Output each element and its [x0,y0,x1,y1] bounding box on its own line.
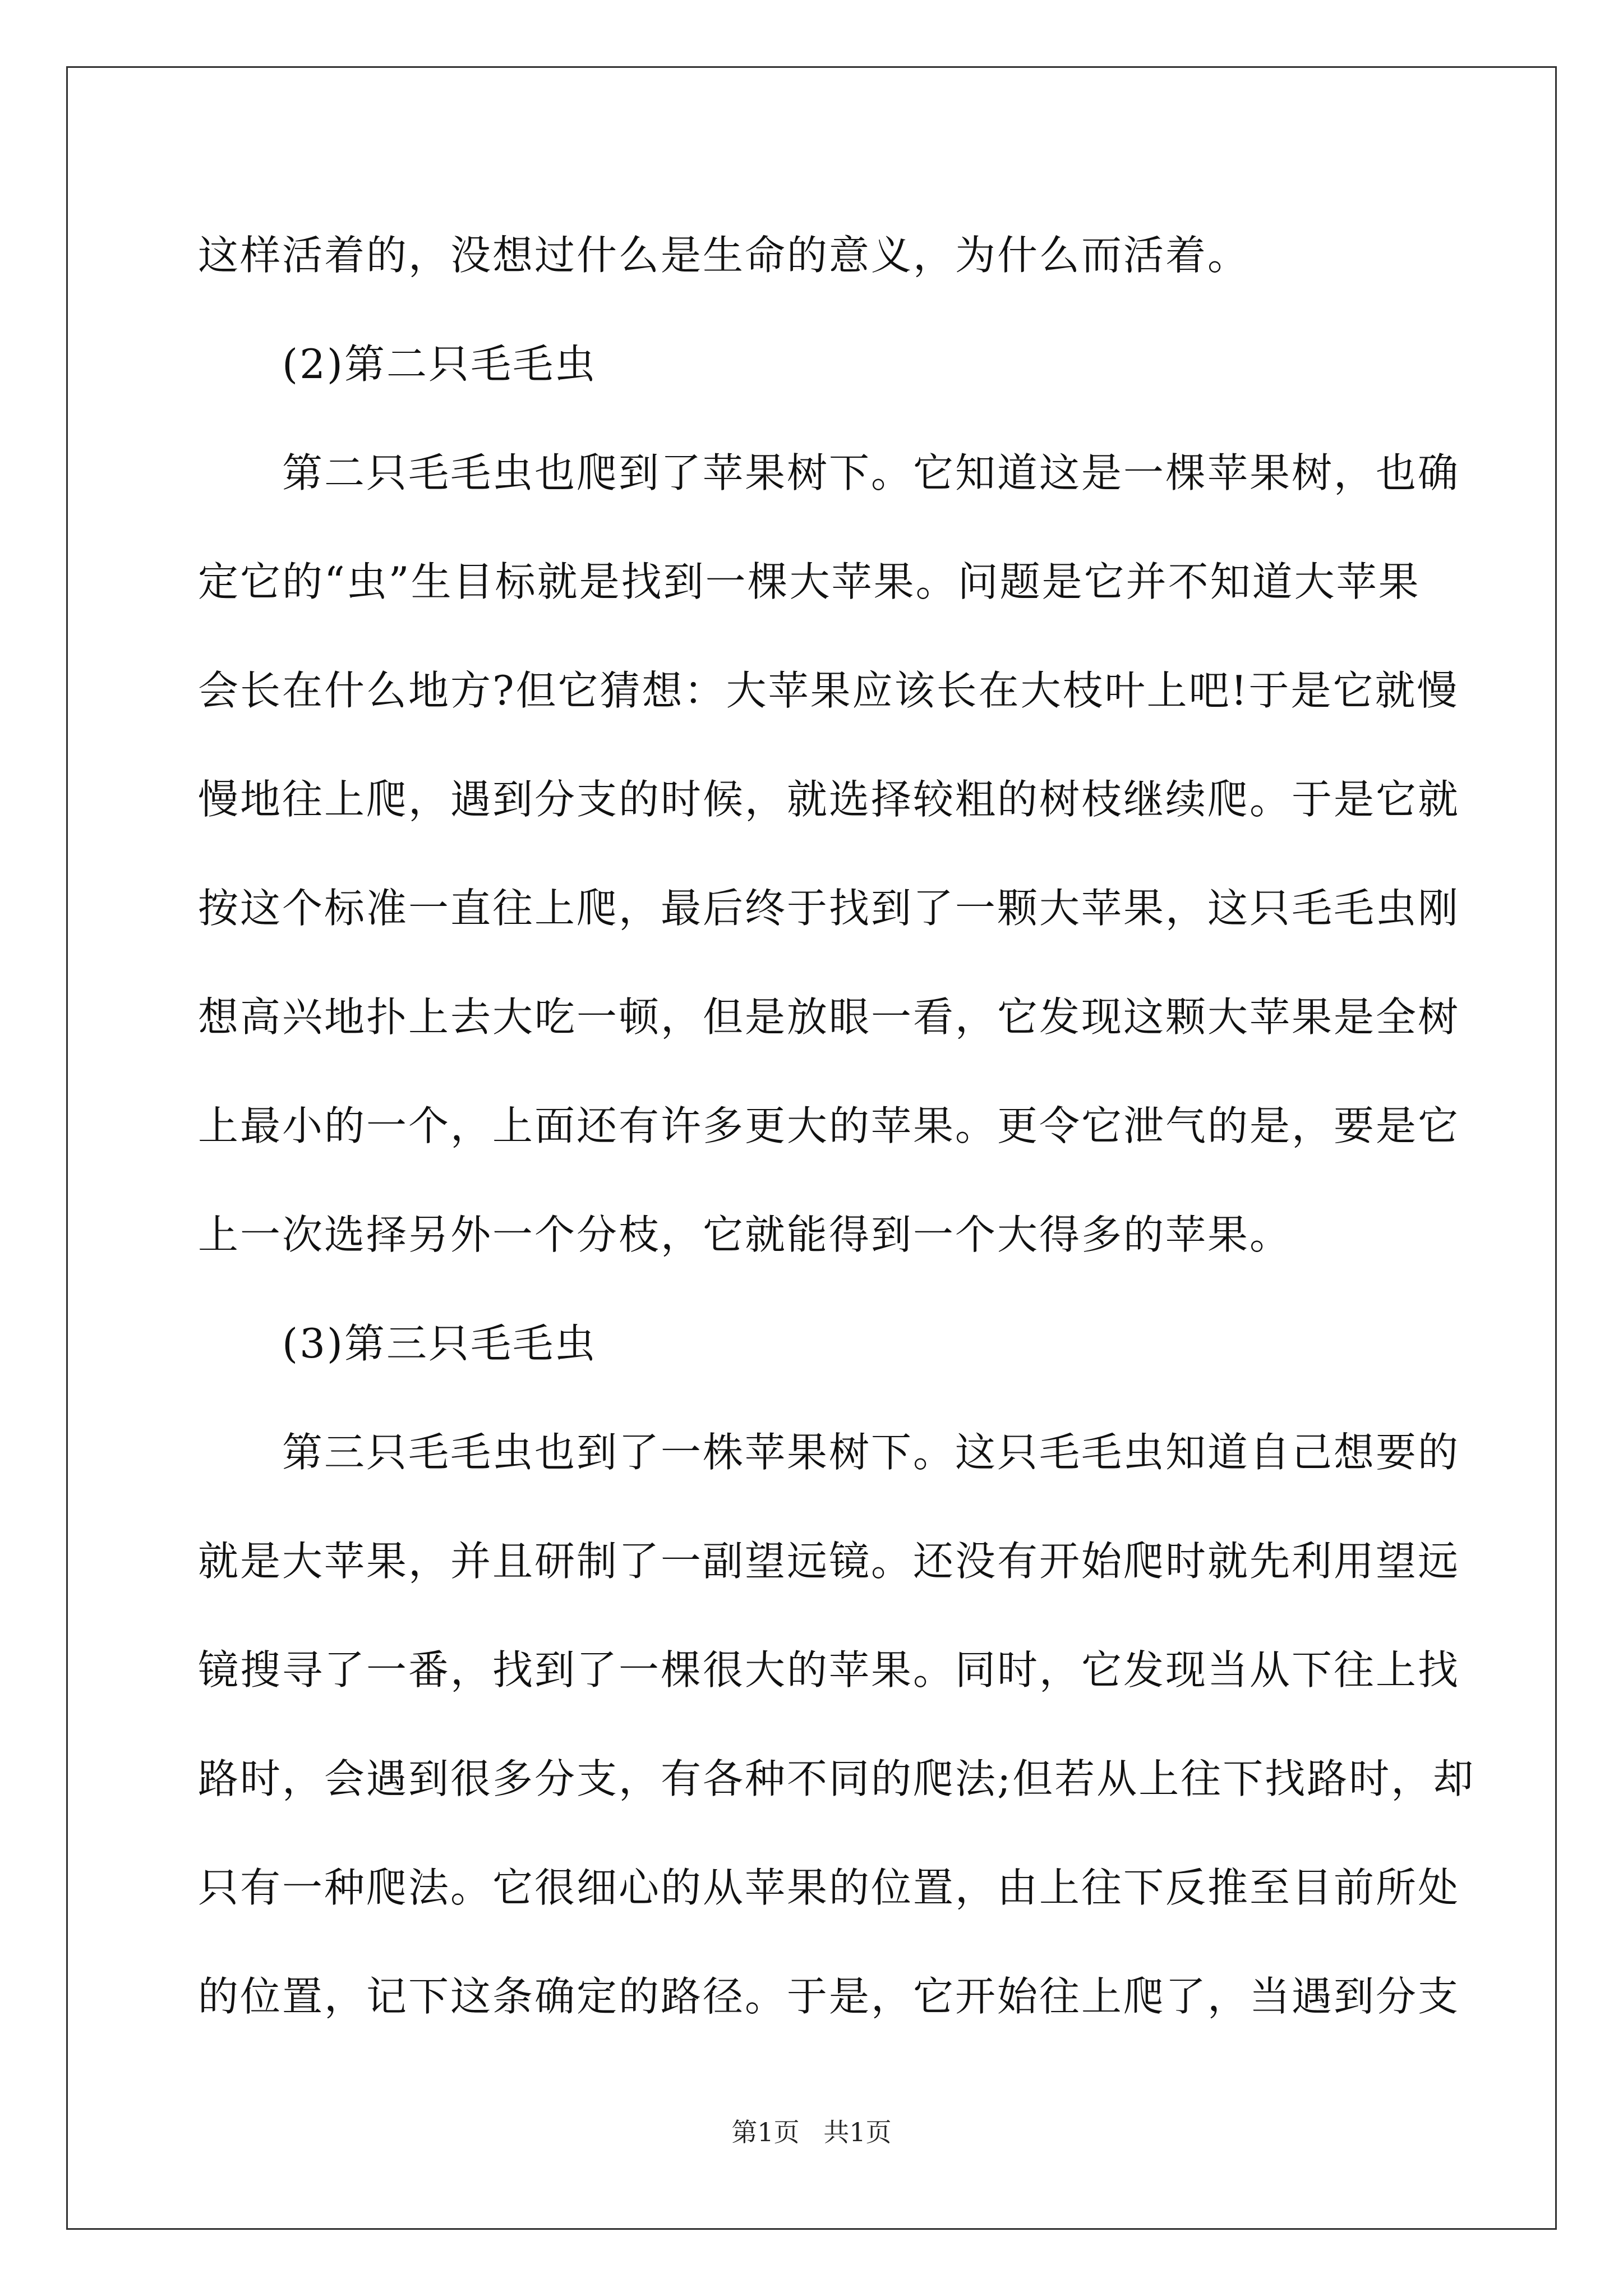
text-line: 慢地往上爬，遇到分支的时候，就选择较粗的树枝继续爬。于是它就 [198,776,1460,823]
text-line: 这样活着的，没想过什么是生命的意义，为什么而活着。 [198,232,1250,279]
text-line: 第三只毛毛虫也到了一株苹果树下。这只毛毛虫知道自己想要的 [282,1429,1460,1476]
text-line: 想高兴地扑上去大吃一顿，但是放眼一看，它发现这颗大苹果是全树 [198,993,1460,1041]
text-line: 只有一种爬法。它很细心的从苹果的位置，由上往下反推至目前所处 [198,1864,1460,1911]
text-line: 就是大苹果，并且研制了一副望远镜。还没有开始爬时就先利用望远 [198,1538,1460,1585]
text-line: 镜搜寻了一番，找到了一棵很大的苹果。同时，它发现当从下往上找 [198,1646,1460,1694]
page-number: 第1页 [731,2117,800,2147]
text-line: 路时，会遇到很多分支，有各种不同的爬法;但若从上往下找路时，却 [198,1755,1476,1802]
page-footer [0,2112,1623,2149]
text-line: 上最小的一个，上面还有许多更大的苹果。更令它泄气的是，要是它 [198,1102,1460,1149]
text-line: 的位置，记下这条确定的路径。于是，它开始往上爬了，当遇到分支 [198,1973,1460,2020]
text-line: 定它的“虫”生目标就是找到一棵大苹果。问题是它并不知道大苹果 [198,558,1421,605]
text-line: 会长在什么地方?但它猜想：大苹果应该长在大枝叶上吧!于是它就慢 [198,667,1459,714]
section-heading: (3)第三只毛毛虫 [282,1320,597,1367]
document-body [198,201,1476,2051]
section-heading: (2)第二只毛毛虫 [282,341,597,388]
text-line: 按这个标准一直往上爬，最后终于找到了一颗大苹果，这只毛毛虫刚 [198,885,1460,932]
text-line: 上一次选择另外一个分枝，它就能得到一个大得多的苹果。 [198,1211,1292,1258]
text-line: 第二只毛毛虫也爬到了苹果树下。它知道这是一棵苹果树，也确 [282,449,1460,496]
page-total: 共1页 [823,2117,892,2147]
